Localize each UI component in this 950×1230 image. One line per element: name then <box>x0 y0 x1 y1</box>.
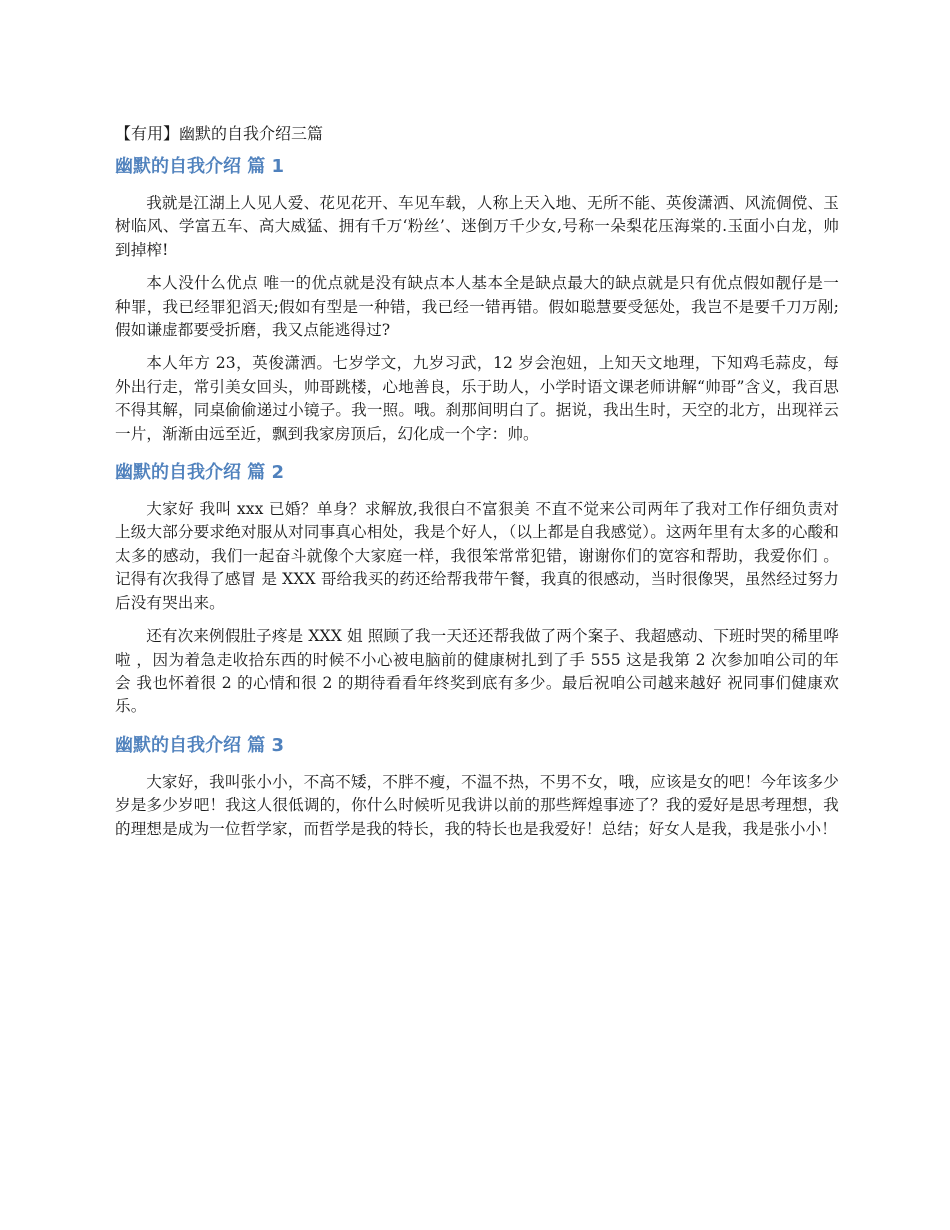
section-heading: 幽默的自我介绍 篇 2 <box>115 462 285 484</box>
document-page <box>115 122 839 855</box>
section-3 <box>115 733 839 841</box>
paragraph: 我就是江湖上人见人爱、花见花开、车见车载，人称上天入地、无所不能、英俊潇洒、风流倜傥、玉树临风、学富五车、高大威猛、拥有千万‘粉丝’、迷倒万千少女,号称一朵梨花压海棠的.玉面小白龙，帅到掉榨! <box>115 194 839 259</box>
section-1 <box>115 154 839 446</box>
paragraph: 本人年方 23，英俊潇洒。七岁学文，九岁习武，12 岁会泡妞，上知天文地理，下知鸡毛蒜皮，每外出行走，常引美女回头，帅哥跳楼，心地善良，乐于助人，小学时语文课老师讲解“帅哥”含义，我百思不得其解，同桌偷偷递过小镜子。我一照。哦。刹那间明白了。据说，我出生时，天空的北方，出现祥云一片，渐渐由远至近，飘到我家房顶后，幻化成一个字：帅。 <box>115 354 839 443</box>
section-heading: 幽默的自我介绍 篇 1 <box>115 156 285 177</box>
paragraph: 还有次来例假肚子疼是 XXX 姐 照顾了我一天还还帮我做了两个案子、我超感动、下班时哭的稀里哗啦 ，因为着急走收拾东西的时候不小心被电脑前的健康树扎到了手 555 这是我第 2 次参加咱公司的年会 我也怀着很 2 的心情和很 2 的期待看看年终奖到底有多少。最后祝咱公司越来越好 祝同事们健康欢乐。 <box>115 627 839 716</box>
section-2 <box>115 460 839 719</box>
paragraph: 大家好 我叫 xxx 已婚？单身？求解放,我很白不富狠美 不直不觉来公司两年了我对工作仔细负责对上级大部分要求绝对服从对同事真心相处，我是个好人，（以上都是自我感觉）。这两年里有太多的心酸和太多的感动，我们一起奋斗就像个大家庭一样，我很笨常常犯错，谢谢你们的宽容和帮助，我爱你们 。记得有次我得了感冒 是 XXX 哥给我买的药还给帮我带午餐，我真的很感动，当时很像哭，虽然经过努力后没有哭出来。 <box>115 500 839 612</box>
paragraph: 本人没什么优点 唯一的优点就是没有缺点本人基本全是缺点最大的缺点就是只有优点假如靓仔是一种罪，我已经罪犯滔天;假如有型是一种错，我已经一错再错。假如聪慧要受惩处，我岂不是要千刀万剐;假如谦虚都要受折磨，我又点能逃得过? <box>115 274 839 340</box>
section-heading: 幽默的自我介绍 篇 3 <box>115 734 285 756</box>
document-title: 【有用】幽默的自我介绍三篇 <box>115 124 324 143</box>
paragraph: 大家好，我叫张小小，不高不矮，不胖不瘦，不温不热，不男不女，哦，应该是女的吧！今年该多少岁是多少岁吧！我这人很低调的，你什么时候听见我讲以前的那些辉煌事迹了？我的爱好是思考理想，我的理想是成为一位哲学家，而哲学是我的特长，我的特长也是我爱好！总结；好女人是我，我是张小小！ <box>115 772 839 838</box>
